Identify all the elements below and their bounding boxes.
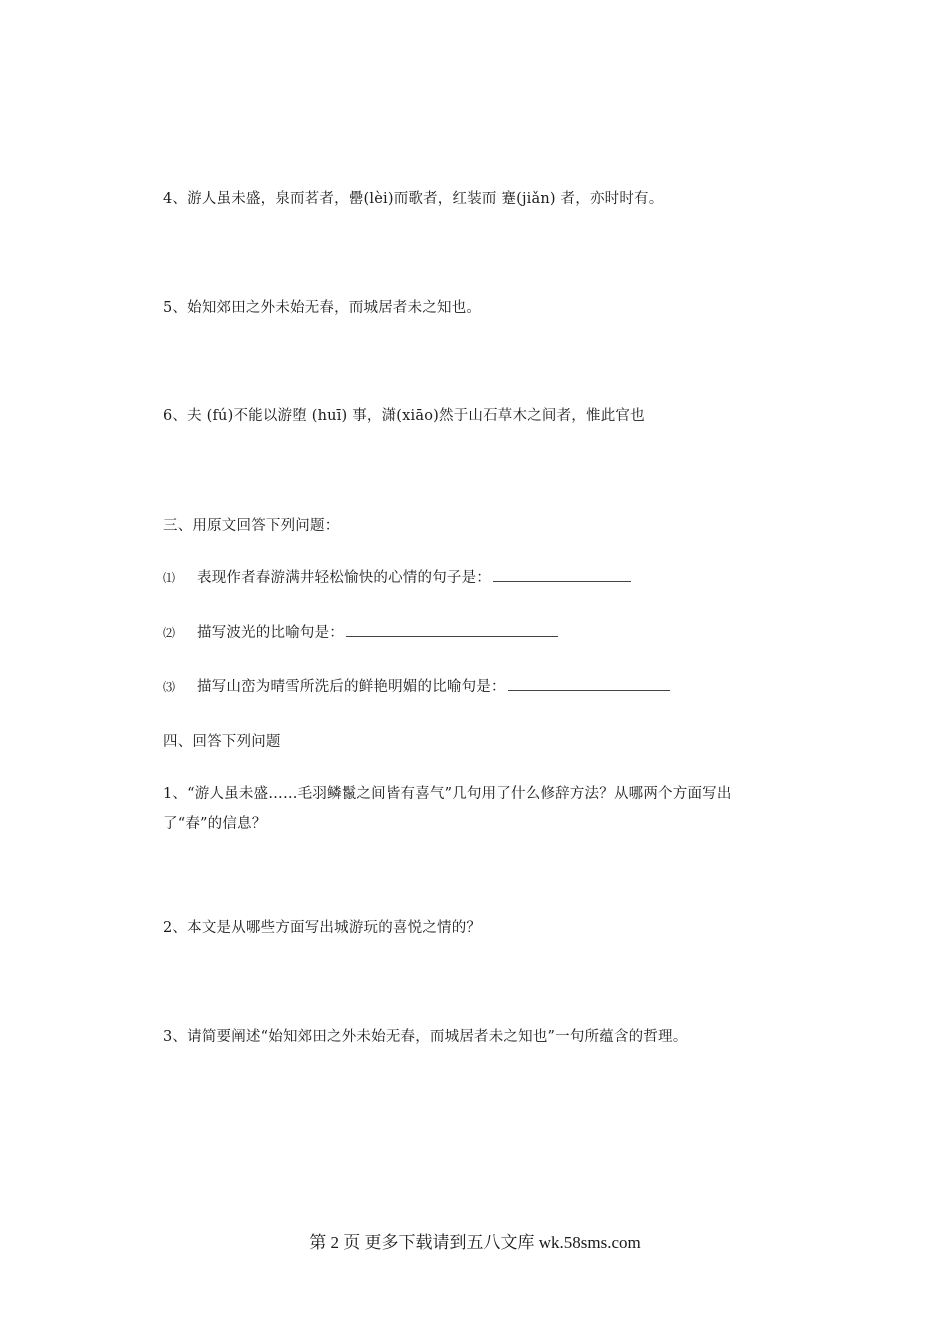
answer-blank[interactable]: [346, 622, 558, 637]
section-4-question-3: 3、请简要阐述“始知郊田之外未始无春，而城居者未之知也”一句所蕴含的哲理。: [163, 1029, 688, 1045]
question-text: 描写波光的比喻句是：: [197, 625, 344, 641]
sentence-5: 5、始知郊田之外未始无春，而城居者未之知也。: [163, 300, 482, 316]
section-4-question-2: 2、本文是从哪些方面写出城游玩的喜悦之情的？: [163, 920, 482, 936]
section-3-question-3: [163, 676, 670, 698]
page-footer: 第 2 页 更多下载请到五八文库 wk.58sms.com: [309, 1233, 641, 1252]
question-number: ⑵: [163, 626, 176, 640]
section-4-question-1: 1、“游人虽未盛……毛羽鳞鬣之间皆有喜气”几句用了什么修辞方法？从哪两个方面写出了“春”的信息？: [163, 786, 732, 832]
question-text: 描写山峦为晴雪所洗后的鲜艳明媚的比喻句是：: [197, 679, 506, 695]
question-number: ⑴: [163, 571, 176, 585]
section-3-heading: 三、用原文回答下列问题：: [163, 518, 340, 534]
answer-blank[interactable]: [493, 567, 631, 582]
question-text: 表现作者春游满井轻松愉快的心情的句子是：: [197, 570, 491, 586]
section-3-question-2: [163, 622, 558, 644]
section-3-question-1: [163, 567, 631, 589]
answer-blank[interactable]: [508, 676, 670, 691]
question-number: ⑶: [163, 680, 176, 694]
sentence-6: 6、夫 (fú)不能以游堕 (huī) 事，潇(xiāo)然于山石草木之间者，惟此官也: [163, 408, 645, 424]
sentence-4: 4、游人虽未盛，泉而茗者，罍(lèi)而歌者，红装而 蹇(jiǎn) 者，亦时时有。: [163, 191, 664, 207]
section-4-heading: 四、回答下列问题: [163, 734, 281, 750]
